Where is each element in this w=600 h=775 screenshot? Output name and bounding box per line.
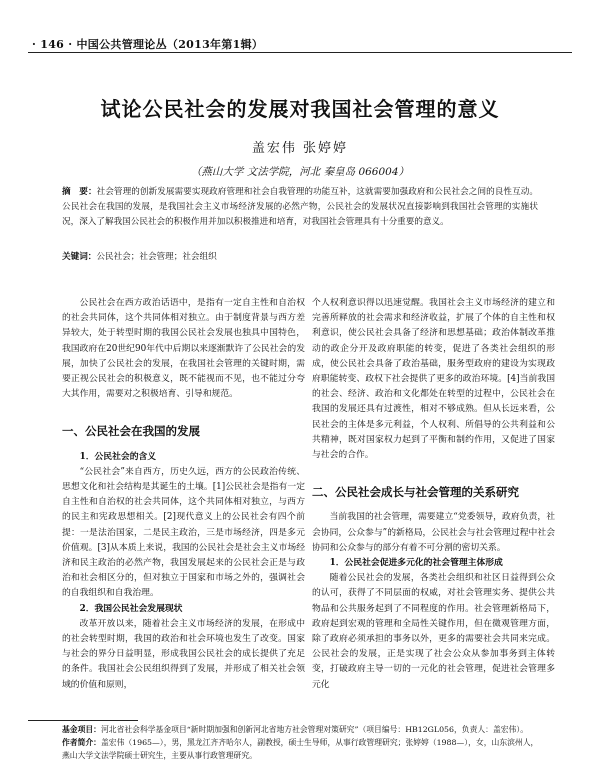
- fund-note: [62, 723, 540, 736]
- keywords: [62, 250, 538, 262]
- fund-text: 河北省社会科学基金项目“新时期加强和创新河北省地方社会管理对策研究”（项目编号：HB12GL056，负责人：盖宏伟）。: [100, 725, 529, 734]
- subsection-heading-1-2: 2．我国公民社会发展现状: [79, 603, 183, 614]
- section-heading-2: 二、公民社会成长与社会管理的关系研究: [312, 485, 519, 500]
- author-note: [62, 736, 540, 762]
- running-header: · 146 · 中国公共管理论丛（2013年第1辑）: [32, 38, 264, 51]
- subsection-heading-2-1: 1．公民社会促进多元化的社会管理主体形成: [329, 558, 503, 569]
- fund-label: 基金项目：: [62, 725, 101, 734]
- section-heading-1: 一、公民社会在我国的发展: [62, 424, 200, 439]
- abstract: [62, 185, 538, 230]
- intro-paragraph: 公民社会在西方政治话语中，是指有一定自主性和自治权的社会共同体，这个共同体相对独立。由于制度背景与西方差异较大，处于转型时期的我国公民社会发展也独具中国特色，我国政府在20世纪90年代中后期以来逐渐默许了公民社会的发展，加快了公民社会的发展，在我国社会管理的关键时期，需要正视公民社会的积极意义，既不能视而不见，也不能过分夸大其作用，需要对之积极培育、引导和规范。: [62, 298, 305, 400]
- author-bio-text: 盖宏伟（1965—），男，黑龙江齐齐哈尔人，副教授，硕士生导师，从事行政管理研究；张婷婷（1988—），女，山东滨州人，燕山大学文法学院硕士研究生，主要从事行政管理研究。: [62, 738, 539, 760]
- author-affiliation: （燕山大学 文法学院，河北 秦皇岛 066004）: [190, 166, 410, 178]
- footnotes: [62, 723, 540, 762]
- paper-title: 试论公民社会的发展对我国社会管理的意义: [100, 97, 500, 121]
- subsection-heading-1-1: 1．公民社会的含义: [79, 451, 157, 462]
- paragraph-1-1: “公民社会”来自西方，历史久远，西方的公民政治传统、思想文化和社会结构是其诞生的土壤。[1]公民社会是指有一定自主性和自治权的社会共同体，这个共同体相对独立，与西方的民主和宪政思想相关。[2]现代意义上的公民社会有四个前提：一是法治国家，二是民主政治，三是市场经济，四是多元价值观。[3]从本质上来说，我国的公民社会是社会主义市场经济和民主政治的必然产物，我国发展起来的公民社会正是与政治和社会相区分的，但对独立于国家和市场之外的，强调社会的自我组织和自我治理。: [62, 466, 305, 599]
- header-rule: [28, 52, 572, 53]
- paper-authors: 盖宏伟 张婷婷: [251, 141, 349, 156]
- keywords-text: 公民社会；社会管理；社会组织: [96, 252, 217, 262]
- paragraph-2-0: 当前我国的社会管理，需要建立“党委领导，政府负责，社会协同，公众参与”的新格局，公民社会与社会管理过程中社会协同和公众参与的部分有着不可分割的密切关系。: [312, 512, 555, 553]
- footnote-rule: [28, 720, 138, 721]
- right-column: [312, 296, 555, 693]
- abstract-label: 摘 要：: [62, 187, 97, 197]
- keywords-label: 关键词：: [62, 252, 97, 262]
- paragraph-2-1: 随着公民社会的发展，各类社会组织和社区日益得到公众的认可，获得了不同层面的权威，对社会管理实务、提供公共物品和公共服务起到了不同程度的作用。社会管理新格局下，政府起到宏观的管理和全局性关键作用，但在微观管理方面，除了政府必须承担的事务以外，更多的需要社会共同来完成。公民社会的发展，正是实现了社会公众从参加事务到主体转变，打破政府主导一切的一元化的社会管理，促进社会管理多元化: [312, 573, 555, 690]
- paragraph-1-2: 改革开放以来，随着社会主义市场经济的发展，在形成中的社会转型时期，我国的政治和社会环境也发生了改变。国家与社会的界分日益明显，形成我国公民社会的成长提供了充足的条件。我国社会公民组织得到了发展，并形成了相关社会领域的价值和原则，: [62, 618, 305, 690]
- paragraph-continued: 个人权利意识得以迅速觉醒。我国社会主义市场经济的建立和完善所释放的社会需求和经济收益，扩展了个体的自主性和权利意识，使公民社会具备了经济和思想基础；政治体制改革推动的政企分开及政府职能的转变，促进了各类社会组织的形成，使公民社会具备了政治基础，服务型政府的建设为实现政府职能转变、政权下社会提供了更多的政治环境。[4]当前我国的社会、经济、政治和文化都处在转型的过程中，公民社会在我国的发展还具有过渡性，相对不够成熟。但从长远来看，公民社会的主体是多元利益，个人权利、所倡导的公共利益和公共精神，既对国家权力起到了平衡和制约作用，又促进了国家与社会的合作。: [312, 298, 555, 461]
- author-bio-label: 作者简介：: [62, 738, 101, 747]
- abstract-text: 社会管理的创新发展需要实现政府管理和社会自我管理的功能互补，这就需要加强政府和公民社会之间的良性互动。公民社会在我国的发展，是我国社会主义市场经济发展的必然产物，公民社会的发展状况直接影响到我国社会管理的实施状况，深入了解我国公民社会的积极作用并加以积极推进和培育，对我国社会管理具有十分重要的意义。: [62, 187, 538, 227]
- left-column: [62, 296, 305, 693]
